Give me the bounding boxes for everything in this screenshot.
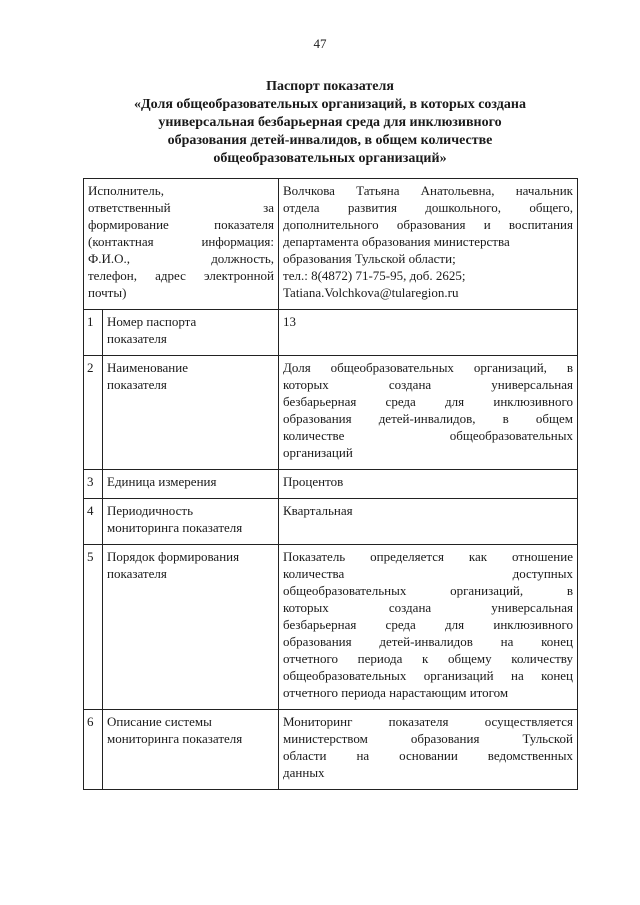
text-line: области на основании ведомственных [283, 748, 573, 763]
executor-row [84, 179, 578, 310]
indicator-row [84, 310, 578, 356]
row-number: 5 [84, 545, 103, 710]
row-label [103, 499, 279, 545]
text-line: которых создана универсальная [283, 600, 573, 615]
text-line: 13 [283, 314, 297, 329]
indicator-row [84, 356, 578, 470]
text-line: дополнительного образования и воспитания [283, 217, 573, 232]
text-line: мониторинга показателя [107, 731, 243, 746]
row-label [103, 356, 279, 470]
text-line: образования детей-инвалидов, в общем [283, 411, 573, 426]
executor-label [84, 179, 279, 310]
indicator-row [84, 545, 578, 710]
title-line: Паспорт показателя [266, 79, 394, 94]
row-label [103, 470, 279, 499]
text-line: безбарьерная среда для инклюзивного [283, 394, 573, 409]
text-line: данных [283, 765, 325, 780]
row-number: 2 [84, 356, 103, 470]
title-line: универсальная безбарьерная среда для инклюзивного [158, 115, 502, 130]
text-line: общеобразовательных организаций, в [283, 583, 573, 598]
text-line: отдела развития дошкольного, общего, [283, 200, 573, 215]
title-line: «Доля общеобразовательных организаций, в которых создана [134, 97, 526, 112]
text-line: образования детей-инвалидов на конец [283, 634, 573, 649]
text-line: Волчкова Татьяна Анатольевна, начальник [283, 183, 573, 198]
row-label [103, 710, 279, 790]
text-line: ответственный за [88, 200, 275, 215]
row-number: 1 [84, 310, 103, 356]
text-line: количестве общеобразовательных [283, 428, 573, 443]
text-line: показателя [107, 566, 167, 581]
text-line: Tatiana.Volchkova@tularegion.ru [283, 285, 459, 300]
row-label [103, 310, 279, 356]
row-value [279, 545, 578, 710]
row-value [279, 310, 578, 356]
text-line: Ф.И.О., должность, [88, 251, 275, 266]
row-value [279, 499, 578, 545]
text-line: общеобразовательных организаций на конец [283, 668, 573, 683]
text-line: отчетного периода к общему количеству [283, 651, 573, 666]
text-line: которых создана универсальная [283, 377, 573, 392]
title-line: общеобразовательных организаций» [213, 151, 447, 166]
indicator-row [84, 710, 578, 790]
text-line: телефон, адрес электронной [88, 268, 275, 283]
text-line: Исполнитель, [88, 183, 164, 198]
text-line: министерством образования Тульской [283, 731, 573, 746]
text-line: Порядок формирования [107, 549, 240, 564]
text-line: Доля общеобразовательных организаций, в [283, 360, 573, 375]
indicator-row [84, 470, 578, 499]
text-line: отчетного периода нарастающим итогом [283, 685, 509, 700]
text-line: показателя [107, 377, 167, 392]
text-line: образования Тульской области; [283, 251, 456, 266]
indicator-row [84, 499, 578, 545]
text-line: Мониторинг показателя осуществляется [283, 714, 573, 729]
text-line: департамента образования министерства [283, 234, 510, 249]
row-value [279, 356, 578, 470]
text-line: Описание системы [107, 714, 212, 729]
text-line: почты) [88, 285, 127, 300]
text-line: организаций [283, 445, 353, 460]
text-line: тел.: 8(4872) 71-75-95, доб. 2625; [283, 268, 466, 283]
page-number: 47 [313, 36, 327, 51]
executor-value [279, 179, 578, 310]
text-line: Номер паспорта [107, 314, 197, 329]
text-line: показателя [107, 331, 167, 346]
text-line: Периодичность [107, 503, 194, 518]
row-value [279, 470, 578, 499]
text-line: формирование показателя [88, 217, 275, 232]
document-title [90, 78, 570, 168]
text-line: мониторинга показателя [107, 520, 243, 535]
text-line: Показатель определяется как отношение [283, 549, 573, 564]
text-line: Квартальная [283, 503, 353, 518]
text-line: количества доступных [283, 566, 573, 581]
row-value [279, 710, 578, 790]
row-number: 4 [84, 499, 103, 545]
row-label [103, 545, 279, 710]
row-number: 3 [84, 470, 103, 499]
text-line: (контактная информация: [88, 234, 275, 249]
text-line: Наименование [107, 360, 188, 375]
text-line: Единица измерения [107, 474, 217, 489]
passport-table [83, 178, 578, 790]
title-line: образования детей-инвалидов, в общем количестве [167, 133, 493, 148]
text-line: безбарьерная среда для инклюзивного [283, 617, 573, 632]
row-number: 6 [84, 710, 103, 790]
text-line: Процентов [283, 474, 344, 489]
